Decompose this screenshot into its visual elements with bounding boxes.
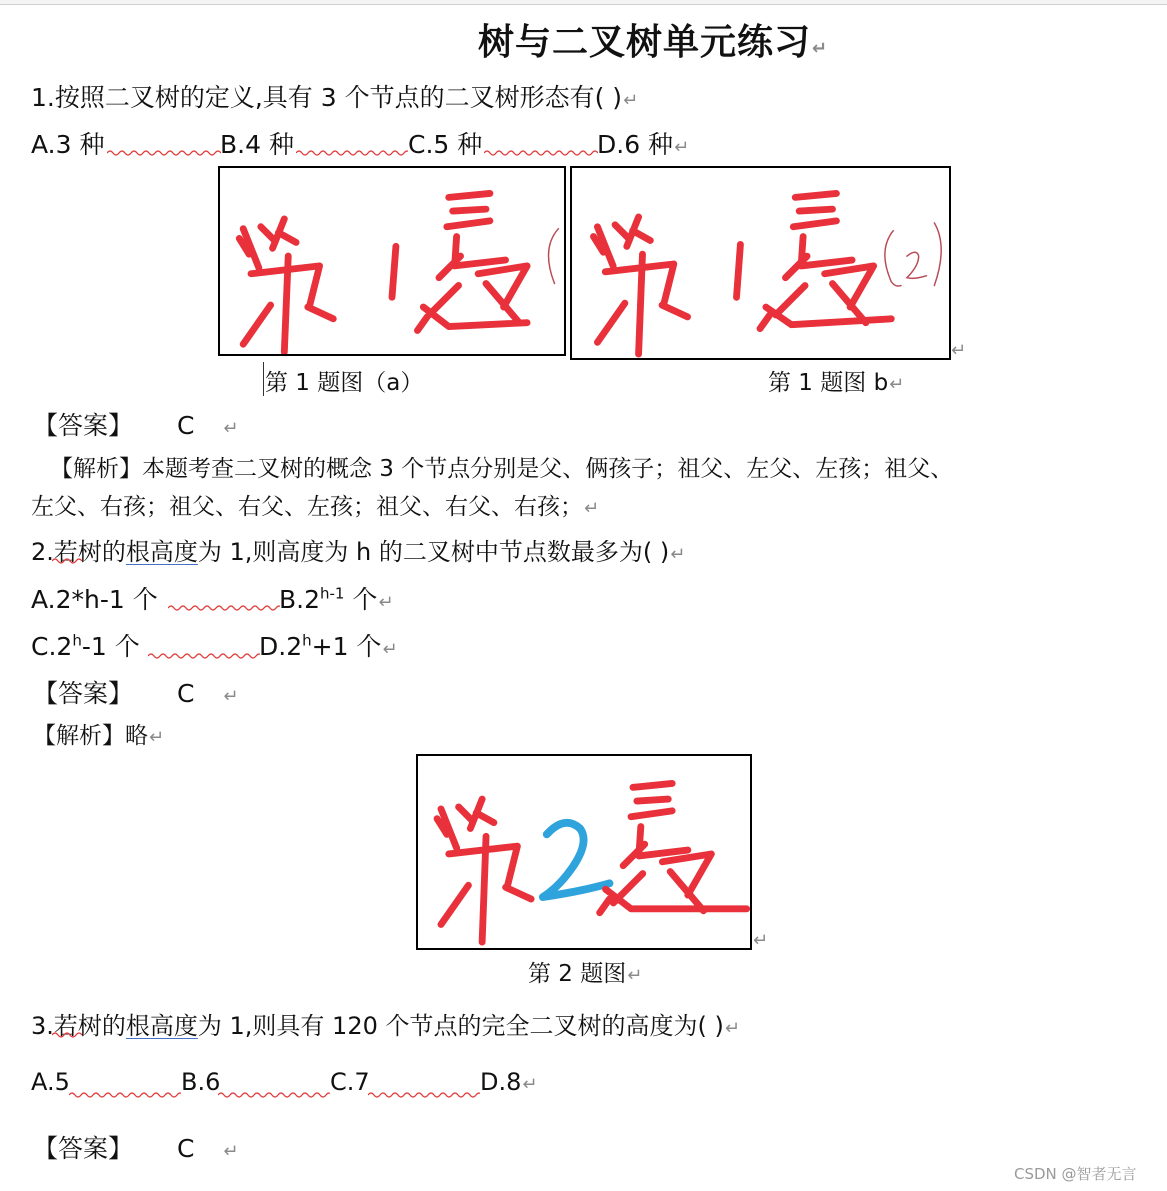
q2-option-c-exponent: h bbox=[72, 631, 82, 650]
q1-fig-a-caption bbox=[265, 364, 423, 397]
spellcheck-squiggle bbox=[368, 1090, 480, 1100]
q3-stem-underlined: 根高度 bbox=[125, 1012, 198, 1040]
answer-label: 【答案】 bbox=[33, 411, 134, 440]
spellcheck-squiggle bbox=[218, 1090, 330, 1100]
handwriting-image bbox=[418, 756, 750, 948]
pilcrow-mark: ↵ bbox=[951, 340, 967, 361]
q1-figure-b bbox=[570, 166, 951, 360]
q2-figure bbox=[416, 754, 752, 950]
q3-option-d-text: D.8 bbox=[480, 1068, 522, 1096]
q2-option-d-tail: +1 个 bbox=[311, 632, 382, 661]
spellcheck-squiggle bbox=[296, 148, 408, 158]
pilcrow-mark: ↵ bbox=[674, 137, 690, 158]
q1-option-c bbox=[408, 125, 482, 161]
q1-figure-a bbox=[218, 166, 566, 356]
explanation-text: 【解析】本题考查二叉树的概念 3 个节点分别是父、俩孩子；祖父、左父、左孩；祖父、 bbox=[50, 456, 954, 482]
q3-option-b-text: B.6 bbox=[181, 1068, 221, 1096]
q1-explanation-line1 bbox=[50, 450, 953, 483]
pilcrow-mark: ↵ bbox=[223, 1141, 239, 1162]
q3-stem bbox=[31, 1006, 740, 1041]
window-top-edge bbox=[0, 0, 1167, 5]
q2-option-c bbox=[31, 627, 140, 663]
q2-stem-pre: 2.若树的 bbox=[31, 538, 126, 566]
q2-option-c-base: C.2 bbox=[31, 632, 73, 661]
q3-option-b bbox=[181, 1068, 220, 1096]
q1-option-b-text: B.4 种 bbox=[220, 130, 294, 159]
pilcrow-mark: ↵ bbox=[623, 90, 639, 111]
q3-option-c-text: C.7 bbox=[330, 1068, 370, 1096]
q2-option-a-text: A.2*h-1 个 bbox=[31, 585, 158, 614]
q2-answer bbox=[33, 674, 238, 710]
pilcrow-mark: ↵ bbox=[724, 1018, 740, 1039]
pilcrow-mark: ↵ bbox=[812, 38, 829, 59]
figure-pilcrow bbox=[752, 930, 768, 951]
q2-explanation bbox=[33, 717, 164, 750]
pilcrow-mark: ↵ bbox=[223, 418, 239, 439]
pilcrow-mark: ↵ bbox=[149, 727, 165, 748]
spellcheck-squiggle bbox=[148, 651, 260, 661]
q3-option-a bbox=[31, 1068, 70, 1096]
q1-answer bbox=[33, 406, 238, 442]
handwriting-image bbox=[572, 168, 949, 358]
q1-explanation-line2 bbox=[31, 488, 599, 521]
q2-option-d-exponent: h bbox=[302, 631, 312, 650]
pilcrow-mark: ↵ bbox=[753, 930, 769, 951]
answer-value: C bbox=[176, 1134, 195, 1163]
watermark-text: CSDN @智者无言 bbox=[1014, 1165, 1137, 1183]
pilcrow-mark: ↵ bbox=[522, 1074, 538, 1095]
q3-option-a-text: A.5 bbox=[31, 1068, 70, 1096]
q2-option-b-exponent: h-1 bbox=[320, 584, 345, 603]
q3-option-d bbox=[480, 1068, 537, 1096]
pilcrow-mark: ↵ bbox=[382, 639, 398, 660]
spellcheck-squiggle bbox=[168, 603, 280, 613]
figure-pilcrow bbox=[950, 340, 966, 361]
spellcheck-squiggle bbox=[484, 148, 598, 158]
answer-label: 【答案】 bbox=[33, 679, 134, 708]
q2-option-a bbox=[31, 580, 158, 616]
q3-stem-post: 为 1,则具有 120 个节点的完全二叉树的高度为( ) bbox=[197, 1012, 724, 1040]
title-text: 树与二叉树单元练习 bbox=[478, 22, 812, 63]
q2-stem bbox=[31, 532, 685, 567]
q3-answer bbox=[33, 1129, 238, 1165]
q2-option-d-base: D.2 bbox=[259, 632, 303, 661]
watermark bbox=[1014, 1163, 1137, 1184]
pilcrow-mark: ↵ bbox=[670, 544, 686, 565]
spellcheck-squiggle bbox=[69, 1090, 181, 1100]
pilcrow-mark: ↵ bbox=[584, 498, 600, 519]
caption-text: 第 2 题图 bbox=[528, 961, 627, 987]
answer-label: 【答案】 bbox=[33, 1134, 134, 1163]
q2-option-b bbox=[279, 580, 394, 616]
pilcrow-mark: ↵ bbox=[627, 965, 643, 986]
spellcheck-squiggle bbox=[52, 1031, 82, 1039]
caption-text: 第 1 题图（a） bbox=[265, 370, 424, 396]
q1-option-a-text: A.3 种 bbox=[31, 130, 105, 159]
q2-option-d bbox=[259, 627, 398, 663]
q2-option-b-tail: 个 bbox=[344, 585, 378, 614]
pilcrow-mark: ↵ bbox=[223, 686, 239, 707]
explanation-text: 左父、右孩；祖父、右父、左孩；祖父、右父、右孩； bbox=[31, 494, 583, 520]
caption-text: 第 1 题图 b bbox=[768, 370, 889, 396]
handwriting-image bbox=[220, 168, 564, 354]
pilcrow-mark: ↵ bbox=[378, 592, 394, 613]
answer-value: C bbox=[176, 679, 195, 708]
answer-value: C bbox=[176, 411, 195, 440]
q1-option-a bbox=[31, 125, 104, 161]
q1-stem bbox=[31, 78, 638, 114]
pilcrow-mark: ↵ bbox=[889, 374, 905, 395]
q1-option-c-text: C.5 种 bbox=[408, 130, 483, 159]
q1-fig-b-caption bbox=[768, 364, 904, 397]
spellcheck-squiggle bbox=[52, 557, 82, 565]
q1-option-d-text: D.6 种 bbox=[597, 130, 674, 159]
q3-stem-pre: 3.若树的 bbox=[31, 1012, 126, 1040]
q3-option-c bbox=[330, 1068, 370, 1096]
q1-option-b bbox=[220, 125, 294, 161]
q2-stem-post: 为 1,则高度为 h 的二叉树中节点数最多为( ) bbox=[197, 538, 670, 566]
q1-option-d bbox=[597, 125, 689, 161]
document-title bbox=[478, 14, 828, 65]
q1-stem-text: 1.按照二叉树的定义,具有 3 个节点的二叉树形态有( ) bbox=[31, 83, 623, 112]
q2-fig-caption bbox=[528, 955, 642, 988]
q2-option-b-base: B.2 bbox=[279, 585, 321, 614]
text-cursor bbox=[263, 362, 264, 396]
q2-stem-underlined: 根高度 bbox=[125, 538, 198, 566]
explanation-text: 【解析】略 bbox=[33, 723, 148, 749]
q2-option-c-tail: -1 个 bbox=[81, 632, 140, 661]
spellcheck-squiggle bbox=[107, 148, 221, 158]
